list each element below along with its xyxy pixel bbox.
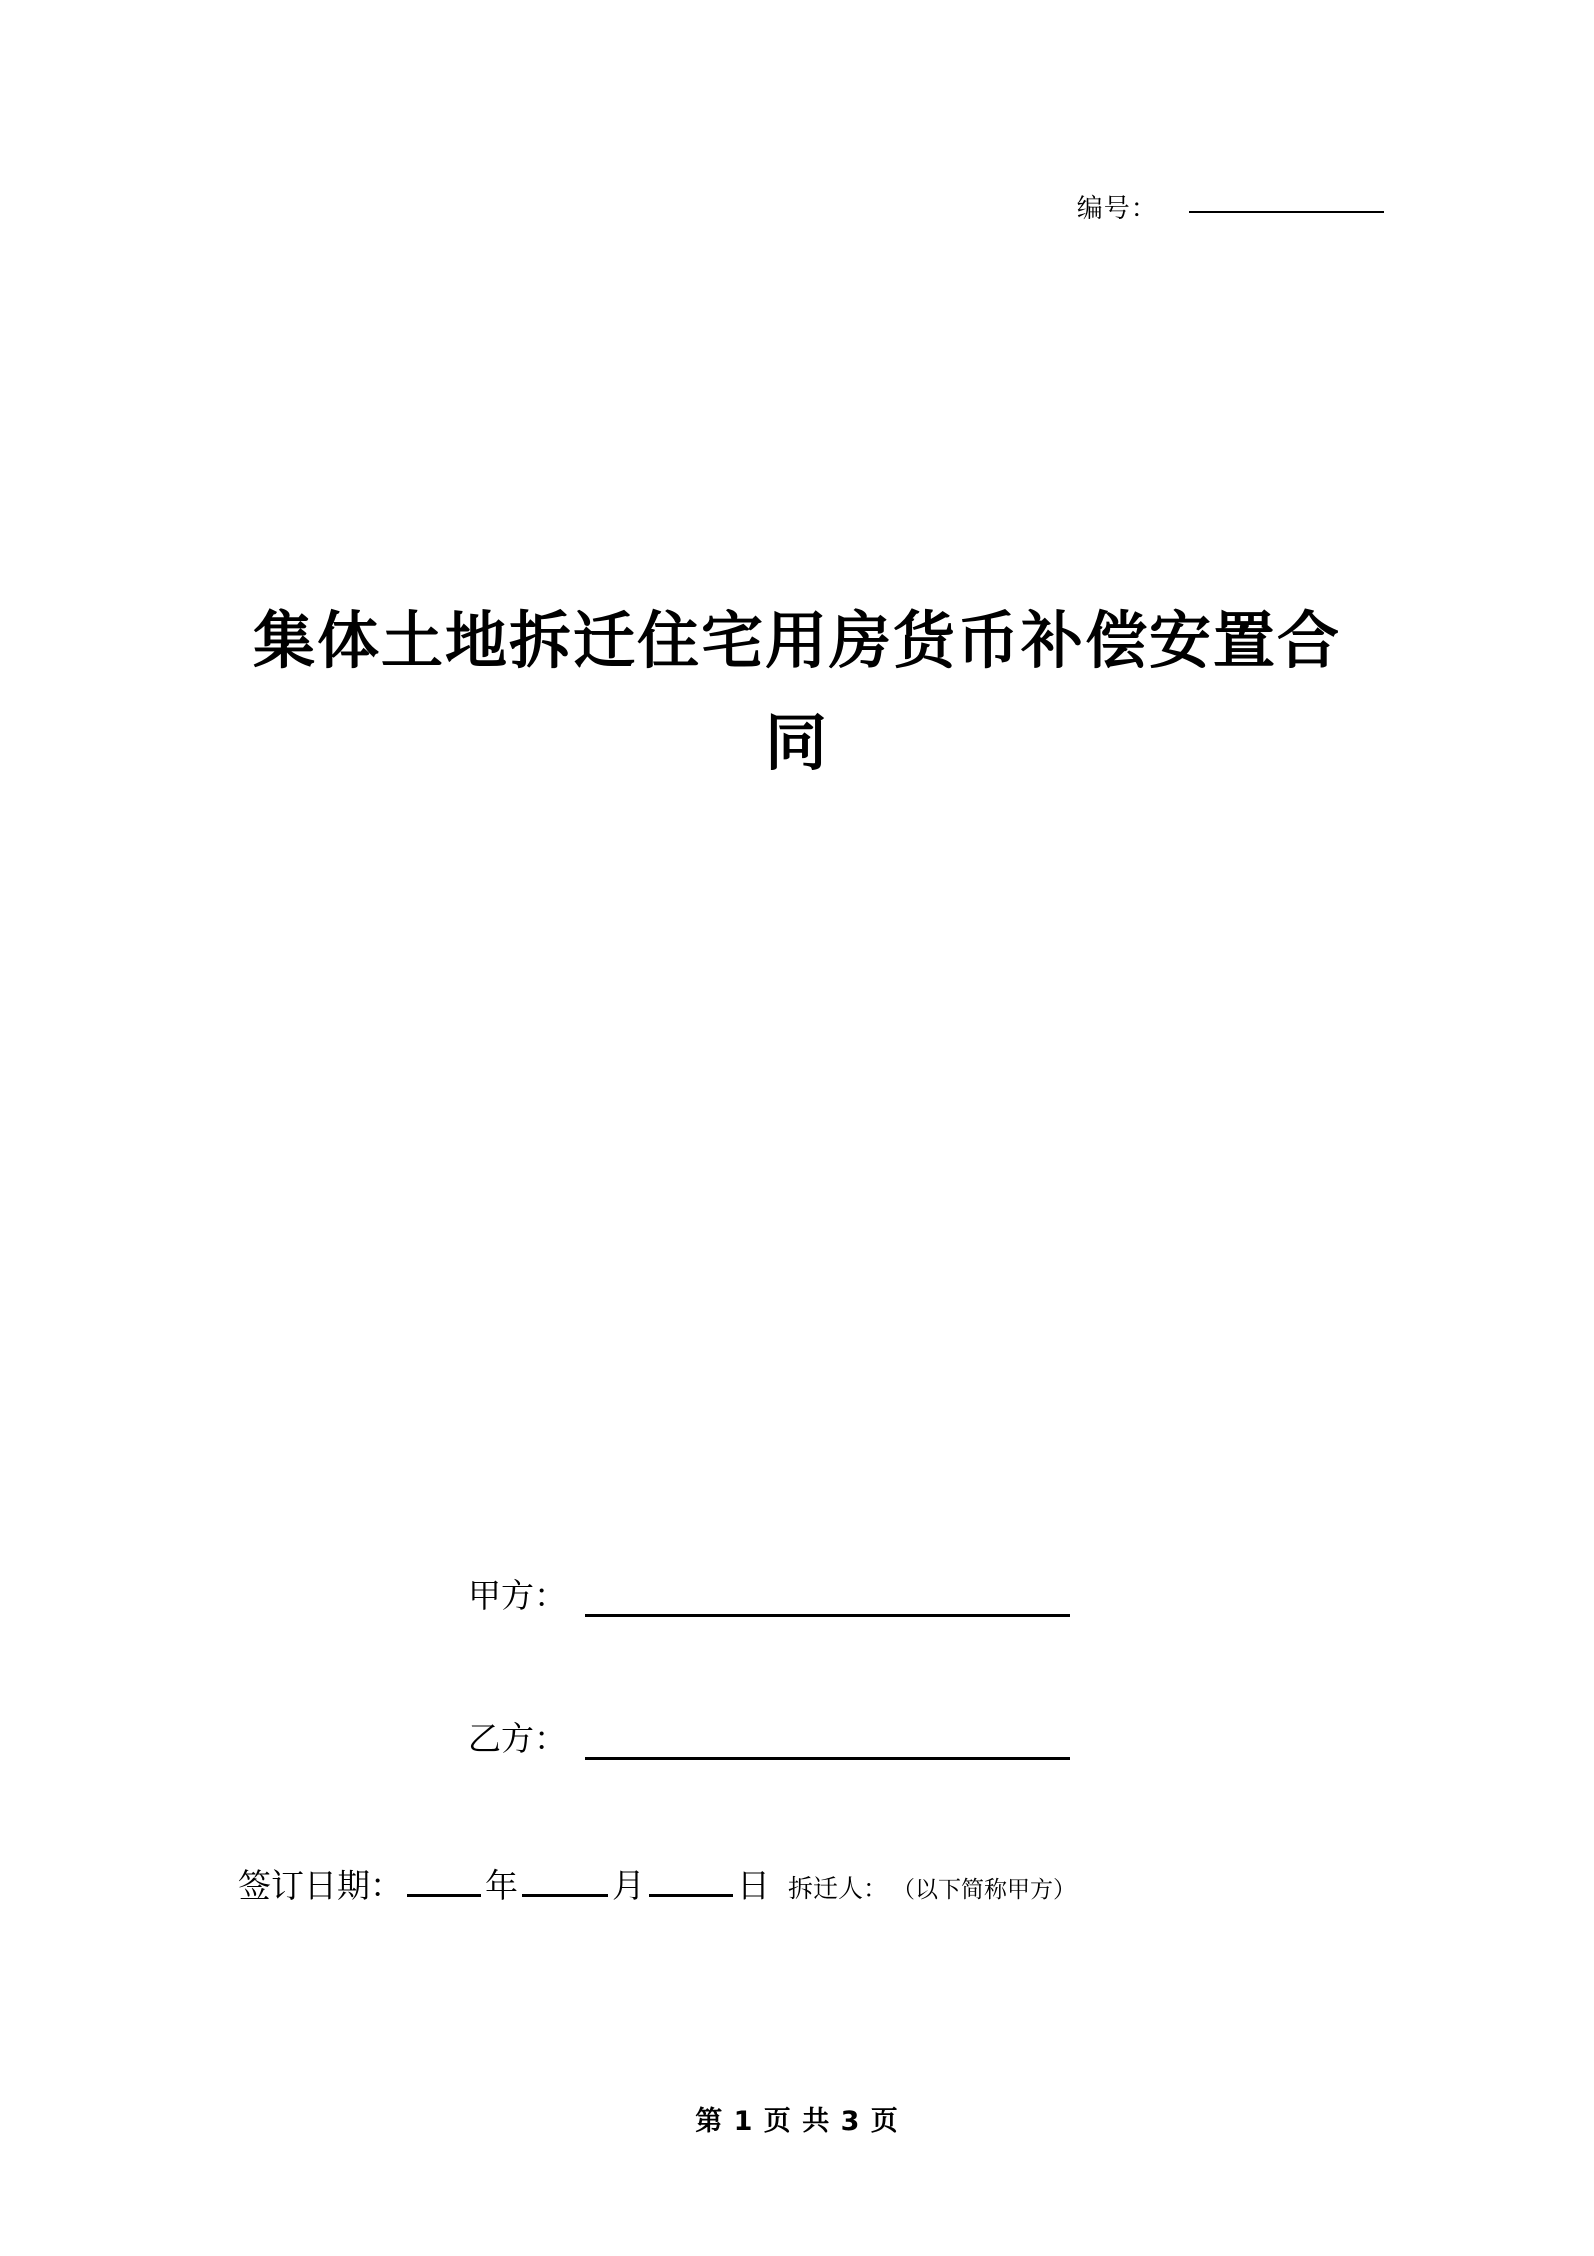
sign-date-row bbox=[238, 1860, 1076, 1907]
sign-date-month-blank[interactable] bbox=[522, 1868, 608, 1897]
sign-date-label: 签订日期： bbox=[238, 1866, 403, 1905]
party-row-first bbox=[468, 1570, 1070, 1617]
party-row-second bbox=[468, 1713, 1070, 1760]
sign-date-day-blank[interactable] bbox=[649, 1868, 733, 1897]
party-b-label: 乙方： bbox=[468, 1719, 567, 1758]
sign-date-day-unit: 日 bbox=[737, 1866, 770, 1905]
party-a-blank[interactable] bbox=[585, 1586, 1070, 1617]
demolisher-note: （以下简称甲方） bbox=[892, 1877, 1077, 1903]
party-a-label: 甲方： bbox=[468, 1576, 567, 1615]
page-title: 集体土地拆迁住宅用房货币补偿安置合同 bbox=[252, 604, 1341, 780]
sign-date-month-unit: 月 bbox=[612, 1866, 645, 1905]
parties-block bbox=[468, 1570, 1070, 1856]
document-number bbox=[1077, 188, 1384, 225]
page-footer: 第 1 页 共 3 页 bbox=[695, 2106, 899, 2137]
sign-date-year-blank[interactable] bbox=[407, 1868, 481, 1897]
sign-date-year-unit: 年 bbox=[485, 1866, 518, 1905]
document-number-blank[interactable] bbox=[1189, 211, 1384, 213]
document-number-label: 编号： bbox=[1076, 194, 1158, 224]
demolisher-label: 拆迁人： bbox=[788, 1874, 889, 1903]
party-b-blank[interactable] bbox=[585, 1729, 1070, 1760]
